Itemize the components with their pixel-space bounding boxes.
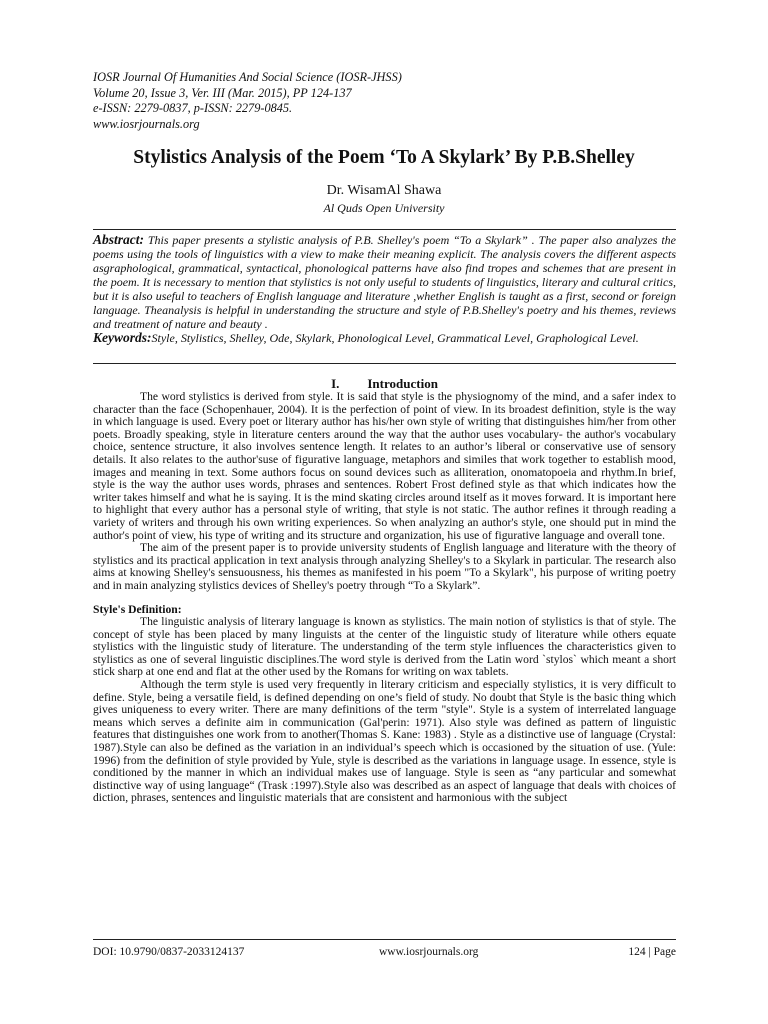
journal-website: www.iosrjournals.org	[93, 116, 200, 131]
journal-header	[93, 70, 693, 132]
keywords-text: Style, Stylistics, Shelley, Ode, Skylark, Phonological Level, Grammatical Level, Graphological Level.	[151, 331, 639, 345]
footer-page-number: 124 | Page	[628, 946, 676, 958]
abstract	[93, 233, 676, 331]
abstract-label: Abstract:	[93, 232, 145, 247]
keywords	[93, 331, 676, 345]
section-title: Introduction	[367, 376, 438, 391]
paragraph-style-1: The linguistic analysis of literary language is known as stylistics. The main notion of stylistics is that of style. The concept of style has been placed by many linguists at the center of the linguistic study of literature while others equate stylistics with the linguistic study of literature. The understanding of the term style influences the characteristics given to stylistics as one of several linguistic disciplines.The word style is derived from the Latin word `stylos` which meant a short stick sharp at one end and flat at the other used by the Romans for writing on wax tablets.	[93, 615, 676, 679]
abstract-top-rule	[93, 229, 676, 230]
journal-name: IOSR Journal Of Humanities And Social Science (IOSR-JHSS)	[93, 70, 402, 84]
footer-rule	[93, 939, 676, 940]
abstract-text: This paper presents a stylistic analysis of P.B. Shelley's poem “To a Skylark” . The paper also analyzes the poems using the tools of linguistics with a view to make their meaning explicit. The analysis covers the different aspects asgraphological, grammatical, syntactical, phonological patterns have also find tropes and schemes that are present in the poem. It is necessary to mention that stylistics is not only useful to students of linguistics, literary and cultural critics, but it is also useful to teachers of English language and literature ,whether English is taught as a first, second or foreign language. Theanalysis is helpful in understanding the structure and style of P.B.Shelley's poetry and his themes, reviews and treatment of nature and beauty .	[93, 233, 676, 331]
section-number: I.	[331, 376, 340, 391]
paragraph-intro-1: The word stylistics is derived from style. It is said that style is the physiognomy of the mind, and a safer index to character than the face (Schopenhauer, 2004). It is the perfection of point of view. In its broadest definition, style is the way in which language is used. Every poet or literary author has his/her own style of writing that distinguishes him/her from other poets. Broadly speaking, style in literature centers around the way that the author uses vocabulary- the author's vocabulary choice, sentence structure, it also involves sentence length. It relates to an author’s liberal or conservative use of sensory details. It also relates to the author'suse of figurative language, metaphors and similes that work together to establish mood, images and meaning in text. Some authors focus on sound devices such as alliteration, onomatopoeia and rhythm.In brief, style is the way the author uses words, phrases and sentences. Robert Frost defined style as that which indicates how the writer takes himself and what he is saying. It is the mind skating circles around itself as it moves forward. It is important here to highlight that every author has a personal style of writing, that style is not static. The author refines it through reading a variety of writers and through his own writing experiences. So when analyzing an author's style, one should put in mind the author's point of view, his type of writing and its structure and organization, his use of figurative language and overall tone.	[93, 390, 676, 542]
journal-volume: Volume 20, Issue 3, Ver. III (Mar. 2015), PP 124-137	[93, 85, 352, 100]
paragraph-style-2: Although the term style is used very frequently in literary criticism and especially stylistics, it is very difficult to define. Style, being a versatile field, is defined depending on one’s field of study. No doubt that Style is the basic thing which gives uniqueness to every writer. There are many definitions of the term "style". Style is a system of interrelated language means which serves a definite aim in communication (Gal'perin: 1971). Also style was defined as pattern of linguistic features that distinguishes one work from to another(Thomas S. Kane: 1983) . Style as a distinctive use of language (Crystal: 1987).Style can also be defined as the variation in an individual’s speech which is occasioned by the situation of use. (Yule: 1996) from the definition of style provided by Yule, style is described as the variations in language usage. In essence, style is conditioned by the manner in which an individual makes use of language. Style is seen as “any particular and somewhat distinctive way of using language“ (Trask :1997).Style also was described as an aspect of language that deals with choices of diction, phrases, sentences and linguistic materials that are consistent and harmonious with the subject	[93, 678, 676, 805]
footer-website: www.iosrjournals.org	[379, 946, 479, 958]
keywords-label: Keywords:	[93, 330, 152, 345]
footer-doi: DOI: 10.9790/0837-2033124137	[93, 946, 245, 958]
paper-title: Stylistics Analysis of the Poem ‘To A Skylark’ By P.B.Shelley	[133, 147, 635, 168]
paragraph-intro-2: The aim of the present paper is to provide university students of English language and literature with the theory of stylistics and its practical application in text analysis through analyzing Shelley's to a Skylark in particular. The research also aims at knowing Shelley's sensuousness, his themes as manifested in his poem "To a Skylark", his purpose of writing poetry and in main analyzing stylistics devices of Shelley's poetry through “To a Skylark”.	[93, 541, 676, 592]
subheading-style-definition: Style's Definition:	[93, 602, 182, 616]
keywords-bottom-rule	[93, 363, 676, 364]
author-name: Dr. WisamAl Shawa	[326, 183, 442, 198]
body-text	[93, 391, 676, 805]
journal-issn: e-ISSN: 2279-0837, p-ISSN: 2279-0845.	[93, 101, 293, 115]
author-affiliation: Al Quds Open University	[323, 201, 445, 215]
